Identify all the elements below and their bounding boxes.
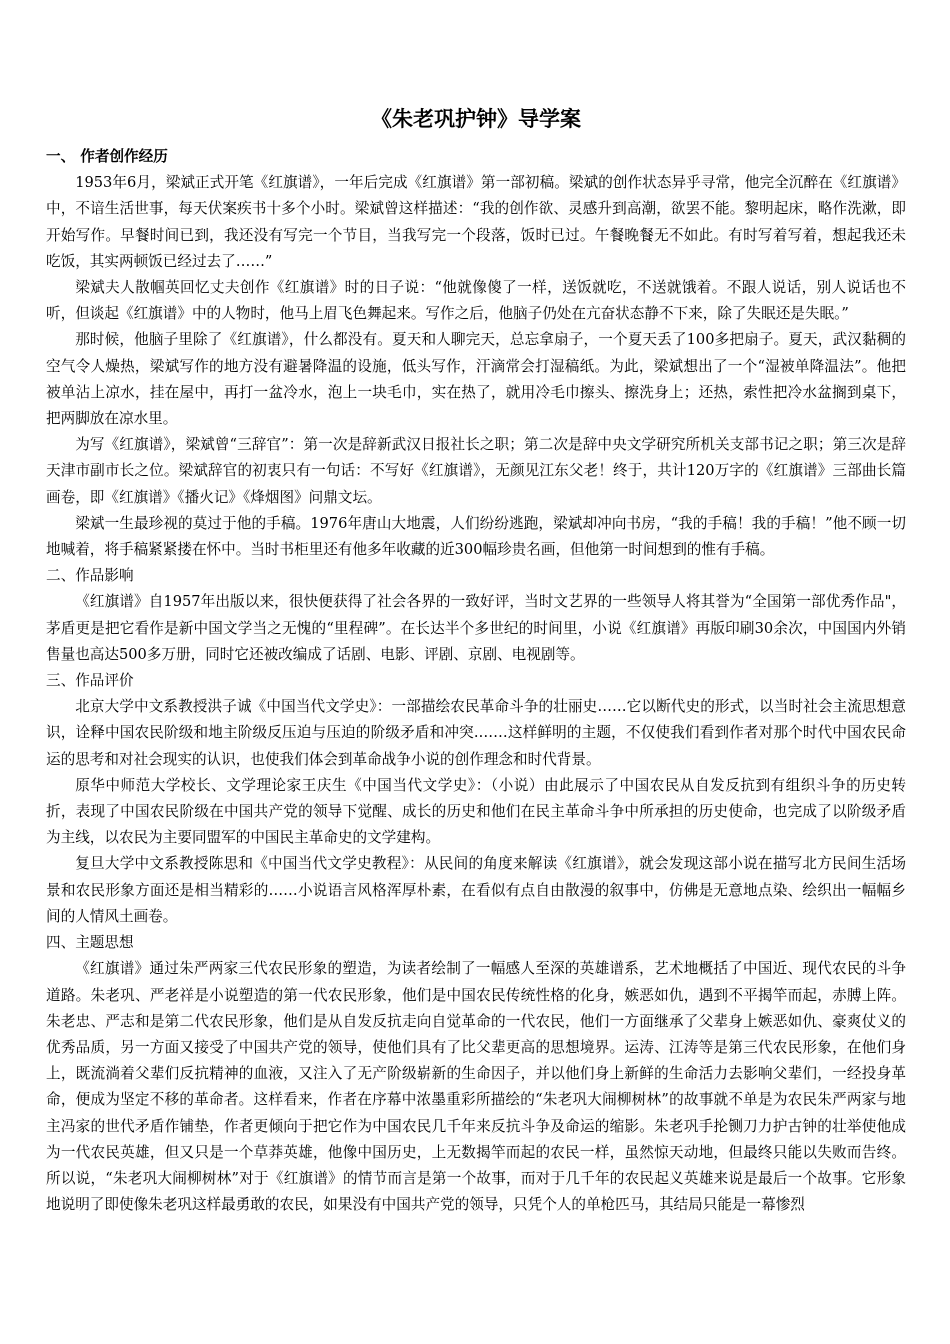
section-heading: 四、主题思想	[46, 934, 134, 952]
paragraph: 1953年6月，梁斌正式开笔《红旗谱》，一年后完成《红旗谱》第一部初稿。梁斌的创作状态异乎寻常，他完全沉醉在《红旗谱》中，不谙生活世事，每天伏案疾书十多个小时。梁斌曾这样描述：“我的创作欲、灵感升到高潮，欲罢不能。黎明起床，略作洗漱，即开始写作。早餐时间已到，我还没有写完一个节目，当我写完一个段落，饭时已过。午餐晚餐无不如此。有时写着写着，想起我还未吃饭，其实两顿饭已经过去了……”	[46, 174, 906, 270]
paragraph: 北京大学中文系教授洪子诚《中国当代文学史》：一部描绘农民革命斗争的壮丽史……它以断代史的形式，以当时社会主流思想意识，诠释中国农民阶级和地主阶级反压迫与压迫的阶级矛盾和冲突.……这样鲜明的主题，不仅使我们看到作者对那个时代中国农民命运的思考和对社会现实的认识，也使我们体会到革命战争小说的创作理念和时代背景。	[46, 698, 906, 768]
paragraph: 《红旗谱》通过朱严两家三代农民形象的塑造，为读者绘制了一幅感人至深的英雄谱系，艺术地概括了中国近、现代农民的斗争道路。朱老巩、严老祥是小说塑造的第一代农民形象，他们是中国农民传统性格的化身，嫉恶如仇，遇到不平揭竿而起，赤膊上阵。朱老忠、严志和是第二代农民形象，他们是从自发反抗走向自觉革命的一代农民，他们一方面继承了父辈身上嫉恶如仇、豪爽仗义的优秀品质，另一方面又接受了中国共产党的领导，使他们具有了比父辈更高的思想境界。运涛、江涛等是第三代农民形象，在他们身上，既流淌着父辈们反抗精神的血液，又注入了无产阶级崭新的生命因子，并以他们身上新鲜的生命活力去影响父辈们，一经投身革命，便成为坚定不移的革命者。这样看来，作者在序幕中浓墨重彩所描绘的“朱老巩大闹柳树林”的故事就不单是为农民朱严两家与地主冯家的世代矛盾作铺垫，作者更倾向于把它作为中国农民几千年来反抗斗争及命运的缩影。朱老巩手抡铡刀力护古钟的壮举使他成为一代农民英雄，但又只是一个草莽英雄，他像中国历史，上无数揭竿而起的农民一样，虽然惊天动地，但最终只能以失败而告终。所以说，“朱老巩大闹柳树林”对于《红旗谱》的情节而言是第一个故事，而对于几千年的农民起义英雄来说是最后一个故事。它形象地说明了即使像朱老巩这样最勇敢的农民，如果没有中国共产党的领导，只凭个人的单枪匹马，其结局只能是一幕惨烈	[46, 960, 906, 1214]
paragraph: 复旦大学中文系教授陈思和《中国当代文学史教程》：从民间的角度来解读《红旗谱》，就会发现这部小说在描写北方民间生活场景和农民形象方面还是相当精彩的……小说语言风格浑厚朴素，在看似有点自由散漫的叙事中，仿佛是无意地点染、绘织出一幅幅乡间的人情风土画卷。	[46, 855, 906, 925]
paragraph: 《红旗谱》自1957年出版以来，很快便获得了社会各界的一致好评，当时文艺界的一些领导人将其誉为“全国第一部优秀作品"，茅盾更是把它看作是新中国文学当之无愧的“里程碑”。在长达半个多世纪的时间里，小说《红旗谱》再版印刷30余次，中国国内外销售量也高达500多万册，同时它还被改编成了话剧、电影、评剧、京剧、电视剧等。	[46, 593, 906, 663]
section-author-creation	[46, 144, 906, 563]
section-heading: 三、作品评价	[46, 672, 134, 690]
paragraph: 梁斌一生最珍视的莫过于他的手稿。1976年唐山大地震，人们纷纷逃跑，梁斌却冲向书房，“我的手稿！我的手稿！”他不顾一切地喊着，将手稿紧紧搂在怀中。当时书柜里还有他多年收藏的近300幅珍贵名画，但他第一时间想到的惟有手稿。	[46, 514, 906, 559]
section-work-evaluation	[46, 668, 906, 930]
paragraph: 那时候，他脑子里除了《红旗谱》，什么都没有。夏天和人聊完天，总忘拿扇子，一个夏天丢了100多把扇子。夏天，武汉黏稠的空气令人燥热，梁斌写作的地方没有避暑降温的设施，低头写作，汗滴常会打湿稿纸。为此，梁斌想出了一个“湿被单降温法”。他把被单沾上凉水，挂在屋中，再打一盆冷水，泡上一块毛巾，实在热了，就用冷毛巾擦头、擦洗身上；还热，索性把冷水盆搁到桌下，把两脚放在凉水里。	[46, 331, 906, 428]
paragraph: 梁斌夫人散帼英回忆丈夫创作《红旗谱》时的日子说：“他就像傻了一样，送饭就吃，不送就饿着。不跟人说话，别人说话也不听，但谈起《红旗谱》中的人物时，他马上眉飞色舞起来。写作之后，他脑子仍处在亢奋状态静不下来，除了失眠还是失眠。”	[46, 279, 906, 323]
paragraph: 为写《红旗谱》，梁斌曾“三辞官”：第一次是辞新武汉日报社长之职；第二次是辞中央文学研究所机关支部书记之职；第三次是辞天津市副市长之位。梁斌辞官的初衷只有一句话：不写好《红旗谱》，无颜见江东父老！终于，共计120万字的《红旗谱》三部曲长篇画卷，即《红旗谱》《播火记》《烽烟图》问鼎文坛。	[46, 436, 906, 506]
section-theme	[46, 930, 906, 1218]
section-work-influence	[46, 563, 906, 668]
section-heading: 一、 作者创作经历	[46, 148, 168, 165]
section-heading: 二、作品影响	[46, 567, 134, 585]
document-title: 《朱老巩护钟》导学案	[371, 106, 581, 131]
paragraph: 原华中师范大学校长、文学理论家王庆生《中国当代文学史》：（小说）由此展示了中国农民从自发反抗到有组织斗争的历史转折，表现了中国农民阶级在中国共产党的领导下觉醒、成长的历史和他们在民主革命斗争中所承担的历史使命，也完成了以阶级矛盾为主线，以农民为主要同盟军的中国民主革命史的文学建构。	[46, 776, 906, 847]
